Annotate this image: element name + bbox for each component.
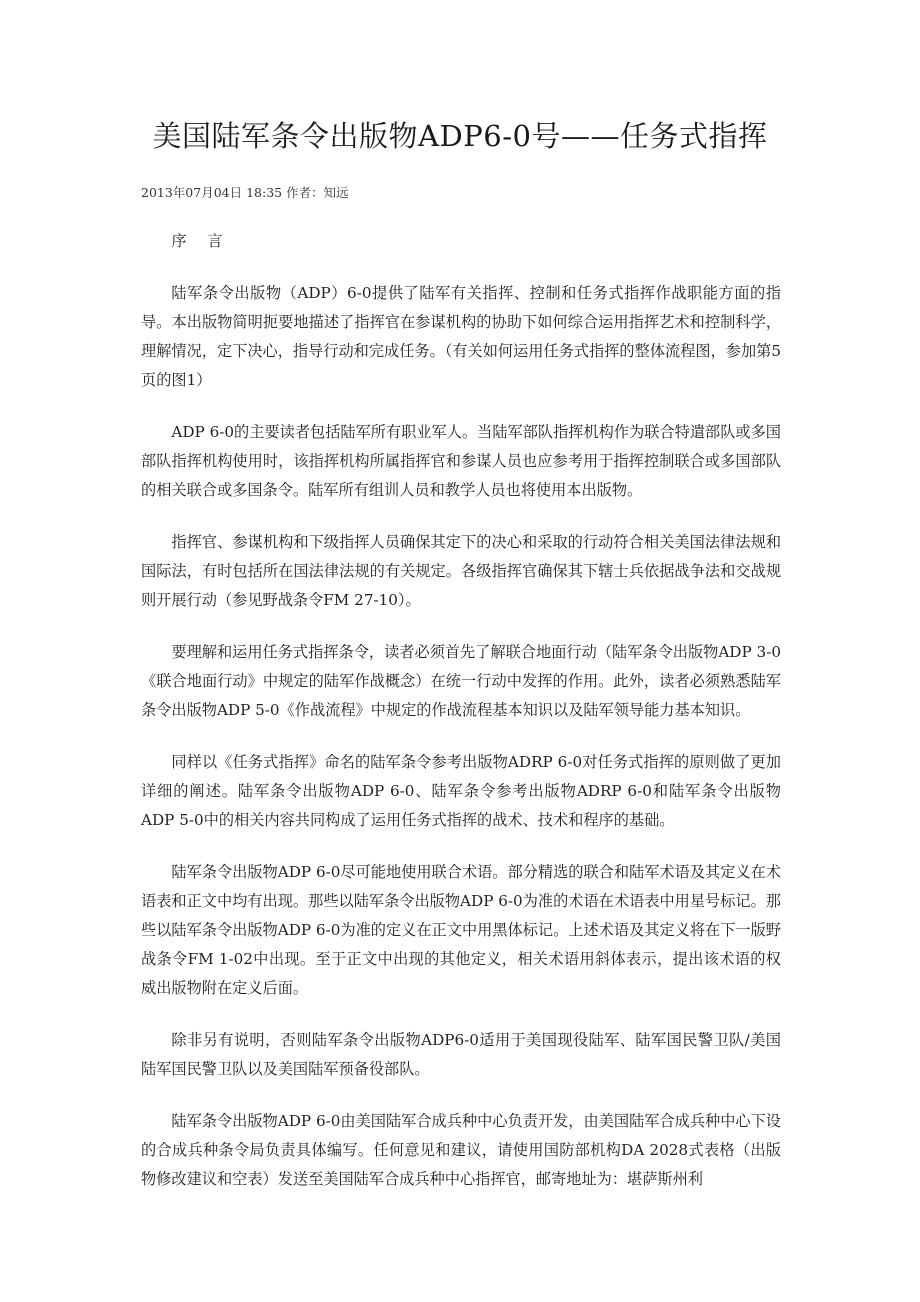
paragraph: 陆军条令出版物（ADP）6-0提供了陆军有关指挥、控制和任务式指挥作战职能方面的指导。本出版物简明扼要地描述了指挥官在参谋机构的协助下如何综合运用指挥艺术和控制科学，理解情况，定下决心，指导行动和完成任务。（有关如何运用任务式指挥的整体流程图，参加第5页的图1） [141, 284, 781, 389]
paragraph: 指挥官、参谋机构和下级指挥人员确保其定下的决心和采取的行动符合相关美国法律法规和国际法，有时包括所在国法律法规的有关规定。各级指挥官确保其下辖士兵依据战争法和交战规则开展行动（参见野战条令FM 27-10）。 [141, 533, 781, 609]
article-meta: 2013年07月04日 18:35 作者：知远 [141, 185, 349, 200]
paragraph: 陆军条令出版物ADP 6-0由美国陆军合成兵种中心负责开发，由美国陆军合成兵种中心下设的合成兵种条令局负责具体编写。任何意见和建议，请使用国防部机构DA 2028式表格（出版物修改建议和空表）发送至美国陆军合成兵种中心指挥官，邮寄地址为：堪萨斯州利 [141, 1112, 781, 1188]
paragraph: ADP 6-0的主要读者包括陆军所有职业军人。当陆军部队指挥机构作为联合特遣部队或多国部队指挥机构使用时，该指挥机构所属指挥官和参谋人员也应参考用于指挥控制联合或多国部队的相关联合或多国条令。陆军所有组训人员和教学人员也将使用本出版物。 [141, 423, 781, 499]
document-title: 美国陆军条令出版物ADP6-0号——任务式指挥 [152, 119, 768, 153]
article-body [141, 227, 781, 1217]
paragraph: 陆军条令出版物ADP 6-0尽可能地使用联合术语。部分精选的联合和陆军术语及其定义在术语表和正文中均有出现。那些以陆军条令出版物ADP 6-0为准的术语在术语表中用星号标记。那些以陆军条令出版物ADP 6-0为准的定义在正文中用黑体标记。上述术语及其定义将在下一版野战条令FM 1-02中出现。至于正文中出现的其他定义，相关术语用斜体表示，提出该术语的权威出版物附在定义后面。 [141, 863, 781, 997]
paragraph: 除非另有说明，否则陆军条令出版物ADP6-0适用于美国现役陆军、陆军国民警卫队/美国陆军国民警卫队以及美国陆军预备役部队。 [141, 1031, 781, 1078]
preface-heading: 序 言 [171, 232, 231, 250]
paragraph: 同样以《任务式指挥》命名的陆军条令参考出版物ADRP 6-0对任务式指挥的原则做了更加详细的阐述。陆军条令出版物ADP 6-0、陆军条令参考出版物ADRP 6-0和陆军条令出版物ADP 5-0中的相关内容共同构成了运用任务式指挥的战术、技术和程序的基础。 [141, 753, 781, 829]
paragraph: 要理解和运用任务式指挥条令，读者必须首先了解联合地面行动（陆军条令出版物ADP 3-0《联合地面行动》中规定的陆军作战概念）在统一行动中发挥的作用。此外，读者必须熟悉陆军条令出版物ADP 5-0《作战流程》中规定的作战流程基本知识以及陆军领导能力基本知识。 [141, 643, 781, 719]
